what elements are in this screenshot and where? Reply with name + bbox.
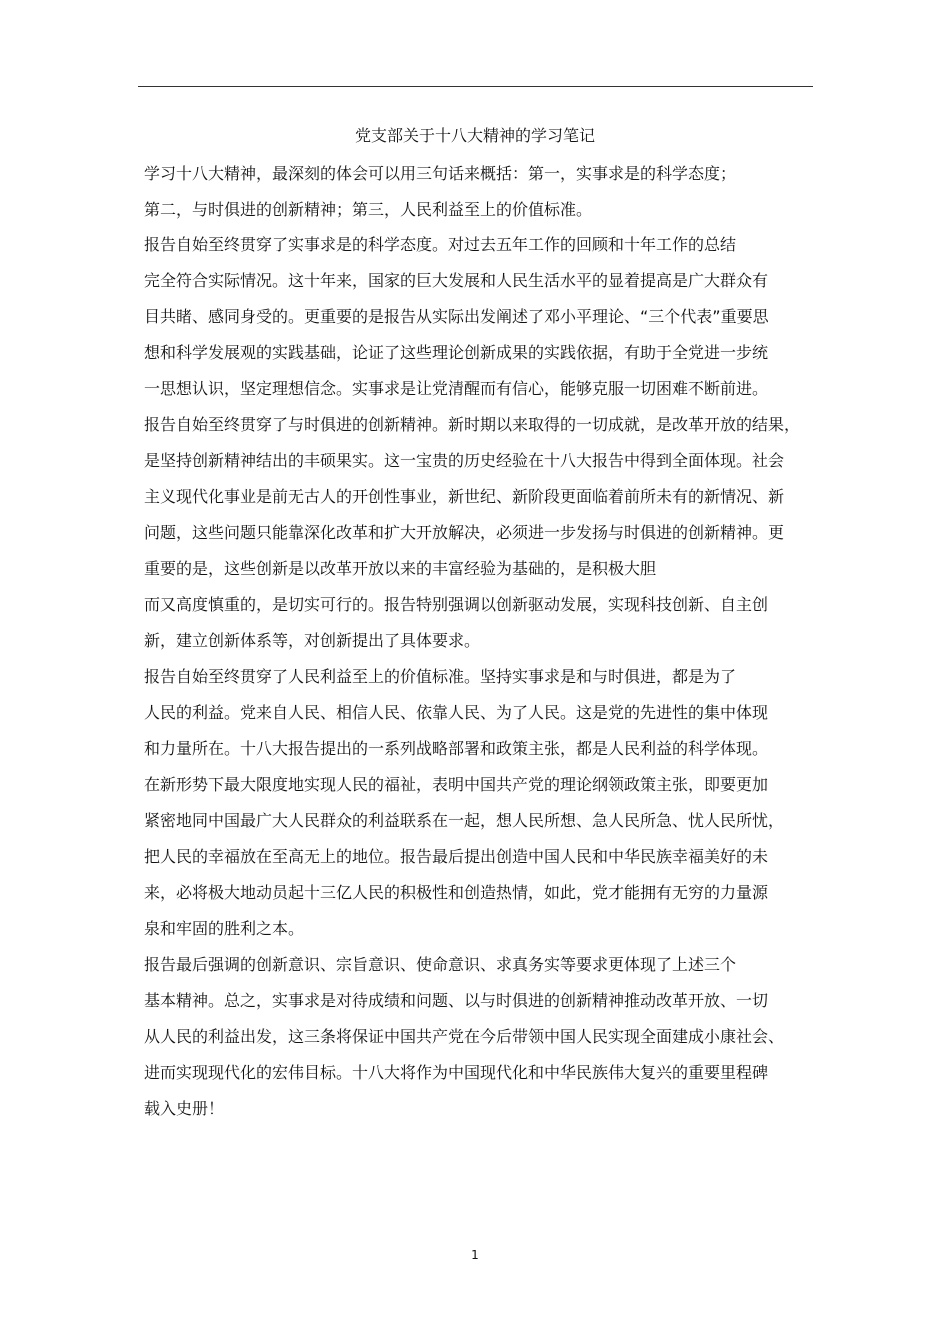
text-line: 泉和牢固的胜利之本。 [144, 919, 305, 938]
text-line: 主义现代化事业是前无古人的开创性事业，新世纪、新阶段更面临着前所未有的新情况、新 [144, 487, 785, 506]
text-line: 从人民的利益出发，这三条将保证中国共产党在今后带领中国人民实现全面建成小康社会、 [144, 1027, 785, 1046]
text-line: 目共睹、感同身受的。更重要的是报告从实际出发阐述了邓小平理论、“三个代表”重要思 [144, 307, 769, 326]
text-line: 载入史册！ [144, 1099, 225, 1118]
text-line: 进而实现现代化的宏伟目标。十八大将作为中国现代化和中华民族伟大复兴的重要里程碑 [144, 1063, 769, 1082]
text-line: 是坚持创新精神结出的丰硕果实。这一宝贵的历史经验在十八大报告中得到全面体现。社会 [144, 451, 785, 470]
text-line: 一思想认识，坚定理想信念。实事求是让党清醒而有信心，能够克服一切困难不断前进。 [144, 379, 769, 398]
text-line: 完全符合实际情况。这十年来，国家的巨大发展和人民生活水平的显着提高是广大群众有 [144, 271, 769, 290]
text-line: 想和科学发展观的实践基础，论证了这些理论创新成果的实践依据，有助于全党进一步统 [144, 343, 769, 362]
text-line: 在新形势下最大限度地实现人民的福祉，表明中国共产党的理论纲领政策主张，即要更加 [144, 775, 769, 794]
header-rule [138, 86, 813, 87]
text-line: 报告自始至终贯穿了实事求是的科学态度。对过去五年工作的回顾和十年工作的总结 [144, 235, 737, 254]
text-line: 新，建立创新体系等，对创新提出了具体要求。 [144, 631, 481, 650]
text-line: 报告自始至终贯穿了与时俱进的创新精神。新时期以来取得的一切成就，是改革开放的结果， [144, 415, 801, 434]
text-line: 报告最后强调的创新意识、宗旨意识、使命意识、求真务实等要求更体现了上述三个 [144, 955, 737, 974]
document-title: 党支部关于十八大精神的学习笔记 [354, 126, 595, 145]
text-line: 而又高度慎重的，是切实可行的。报告特别强调以创新驱动发展，实现科技创新、自主创 [144, 595, 769, 614]
text-line: 人民的利益。党来自人民、相信人民、依靠人民、为了人民。这是党的先进性的集中体现 [144, 703, 769, 722]
text-line: 学习十八大精神，最深刻的体会可以用三句话来概括：第一，实事求是的科学态度； [144, 164, 737, 183]
text-line: 来，必将极大地动员起十三亿人民的积极性和创造热情，如此，党才能拥有无穷的力量源 [144, 883, 769, 902]
text-line: 基本精神。总之，实事求是对待成绩和问题、以与时俱进的创新精神推动改革开放、一切 [144, 991, 769, 1010]
text-line: 紧密地同中国最广大人民群众的利益联系在一起，想人民所想、急人民所急、忧人民所忧， [144, 811, 785, 830]
text-line: 把人民的幸福放在至高无上的地位。报告最后提出创造中国人民和中华民族幸福美好的未 [144, 847, 769, 866]
page-number: 1 [471, 1248, 479, 1262]
text-line: 报告自始至终贯穿了人民利益至上的价值标准。坚持实事求是和与时俱进，都是为了 [144, 667, 737, 686]
text-line: 和力量所在。十八大报告提出的一系列战略部署和政策主张，都是人民利益的科学体现。 [144, 739, 769, 758]
text-line: 重要的是，这些创新是以改革开放以来的丰富经验为基础的，是积极大胆 [144, 559, 657, 578]
text-line: 问题，这些问题只能靠深化改革和扩大开放解决，必须进一步发扬与时俱进的创新精神。更 [144, 523, 785, 542]
text-line: 第二，与时俱进的创新精神；第三，人民利益至上的价值标准。 [144, 200, 593, 219]
